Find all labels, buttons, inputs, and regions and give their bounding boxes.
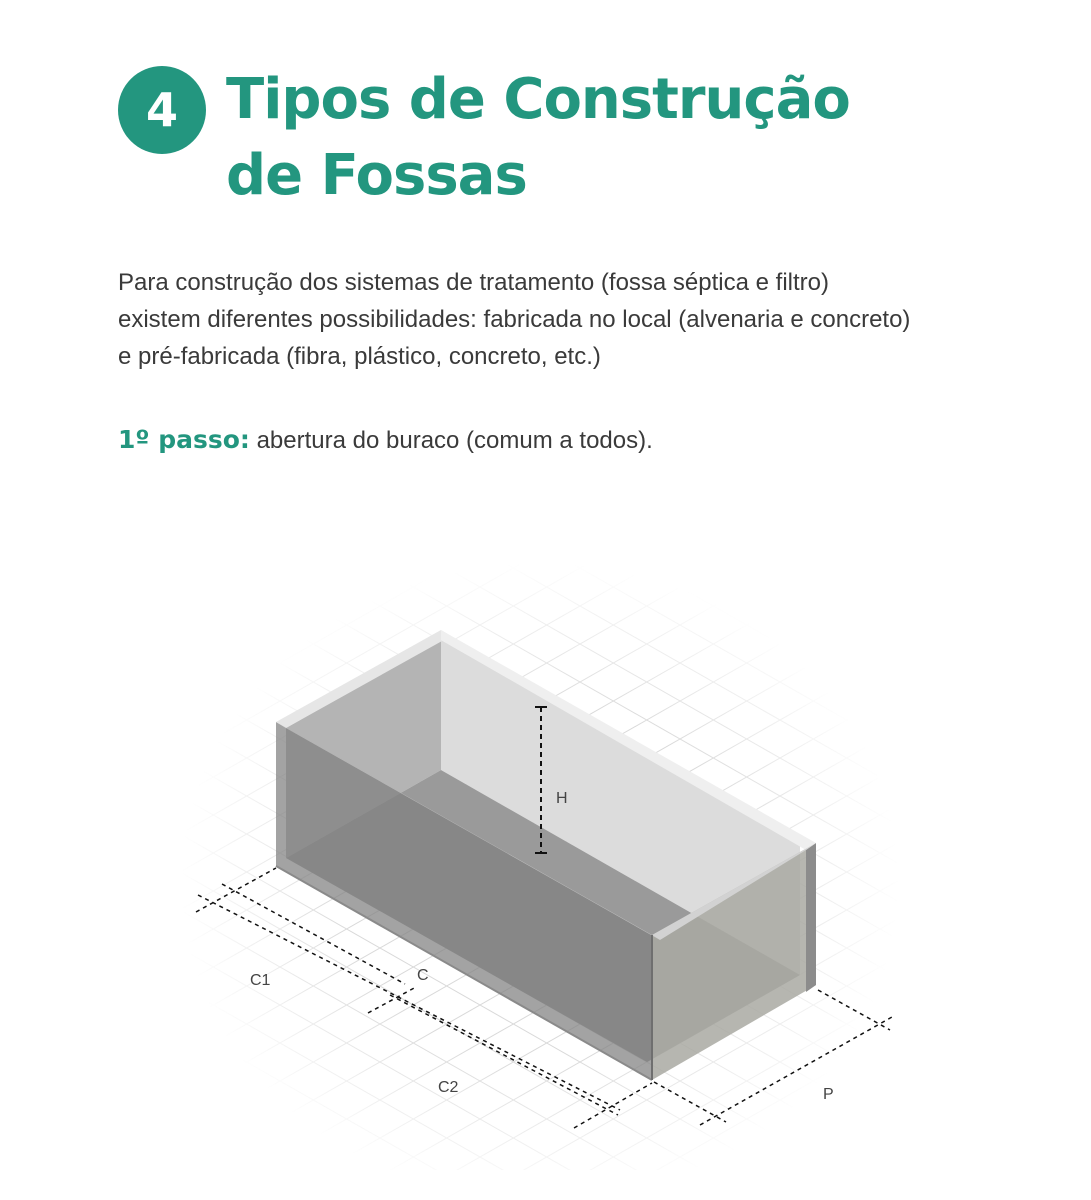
- grid-line: [180, 112, 900, 522]
- grid-line: [180, 0, 900, 142]
- grid-line: [180, 0, 900, 408]
- grid-line: [180, 44, 900, 454]
- grid-line: [180, 0, 900, 188]
- grid-line: [180, 0, 900, 294]
- grid-line: [180, 234, 900, 644]
- c1-label: C1: [250, 972, 271, 989]
- grid-line: [180, 82, 900, 492]
- grid-line: [180, 0, 900, 256]
- grid-line: [180, 0, 900, 66]
- grid-line: [180, 1108, 900, 1200]
- height-label: H: [556, 790, 568, 807]
- grid-line: [180, 36, 900, 446]
- grid-line: [180, 1032, 900, 1200]
- intro-paragraph: Para construção dos sistemas de tratamento (fossa séptica e filtro) existem diferentes possibilidades: fabricada no local (alvenaria e concreto) e pré-fabricada (fibra, plástico, concreto, etc.): [118, 269, 911, 370]
- background-grid: [180, 0, 900, 1200]
- grid-line: [180, 0, 900, 302]
- grid-line: [180, 0, 900, 104]
- grid-line: [180, 302, 900, 712]
- grid-line: [180, 226, 900, 636]
- grid-line: [180, 0, 900, 226]
- grid-line: [180, 0, 900, 332]
- right-wall-inner-face: [806, 843, 816, 992]
- grid-line: [180, 1024, 900, 1200]
- grid-line: [180, 0, 900, 378]
- grid-line: [180, 120, 900, 530]
- grid-line: [180, 0, 900, 36]
- grid-line: [180, 310, 900, 720]
- grid-line: [180, 196, 900, 606]
- grid-line: [180, 1176, 900, 1200]
- grid-line: [180, 158, 900, 568]
- step-text: abertura do buraco (comum a todos).: [256, 427, 653, 454]
- grid-line: [180, 0, 900, 28]
- grid-line: [180, 0, 900, 218]
- title-line-1: Tipos de Construção: [226, 67, 850, 132]
- grid-line: [180, 0, 900, 180]
- c-label: C: [417, 967, 429, 984]
- grid-line: [180, 272, 900, 682]
- grid-line: [180, 150, 900, 560]
- depth-label: P: [823, 1086, 834, 1103]
- grid-line: [180, 0, 900, 370]
- grid-line: [180, 0, 900, 112]
- grid-line: [180, 0, 900, 340]
- grid-line: [180, 0, 900, 74]
- grid-line: [180, 0, 900, 264]
- step-number: 4: [145, 83, 178, 137]
- step-label: 1º passo:: [118, 425, 250, 454]
- grid-line: [180, 1070, 900, 1200]
- grid-line: [180, 74, 900, 484]
- grid-line: [180, 0, 900, 150]
- grid-line: [180, 1184, 900, 1200]
- title-line-2: de Fossas: [226, 143, 527, 208]
- c2-label: C2: [438, 1079, 459, 1096]
- grid-line: [180, 264, 900, 674]
- grid-line: [180, 188, 900, 598]
- grid-line: [180, 6, 900, 416]
